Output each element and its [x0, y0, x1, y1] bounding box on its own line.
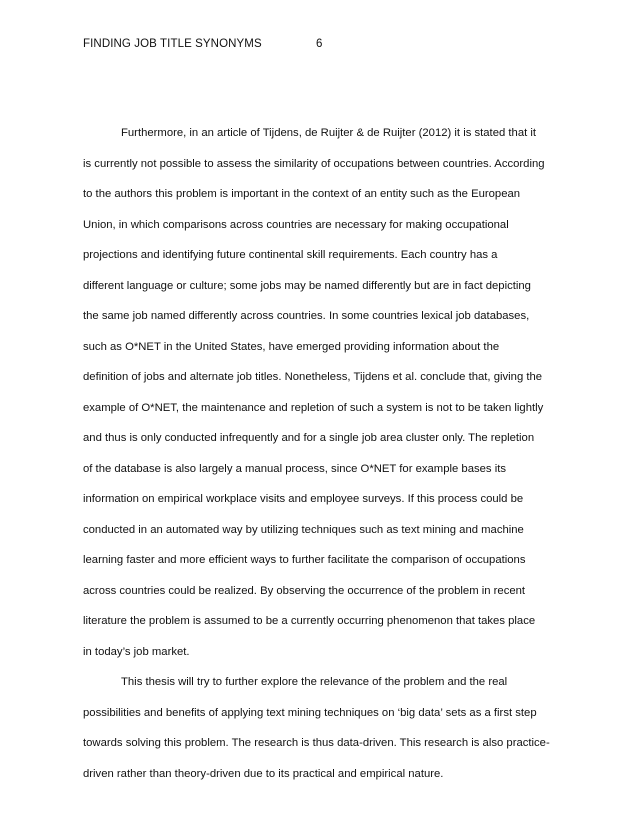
- running-head: FINDING JOB TITLE SYNONYMS: [83, 38, 262, 50]
- text-line: across countries could be realized. By observing the occurrence of the problem in recent: [83, 584, 526, 597]
- paragraph: [83, 675, 555, 797]
- text-line: is currently not possible to assess the similarity of occupations between countries. According: [83, 157, 545, 170]
- text-line: possibilities and benefits of applying text mining techniques on ‘big data’ sets as a first step: [83, 706, 537, 719]
- text-line: and thus is only conducted infrequently and for a single job area cluster only. The repletion: [83, 432, 535, 444]
- text-line: definition of jobs and alternate job titles. Nonetheless, Tijdens et al. conclude that, giving the: [83, 371, 543, 383]
- page-number: 6: [316, 38, 323, 50]
- text-line: the same job named differently across countries. In some countries lexical job databases,: [83, 310, 530, 322]
- text-line: projections and identifying future continental skill requirements. Each country has a: [83, 249, 498, 261]
- text-line: learning faster and more efficient ways to further facilitate the comparison of occupations: [83, 554, 526, 566]
- text-line: of the database is also largely a manual process, since O*NET for example bases its: [83, 462, 507, 475]
- text-line: Union, in which comparisons across countries are necessary for making occupational: [83, 218, 509, 231]
- text-line: example of O*NET, the maintenance and repletion of such a system is not to be taken lightly: [83, 401, 544, 414]
- paragraph: [83, 126, 555, 675]
- text-line: conducted in an automated way by utilizing techniques such as text mining and machine: [83, 523, 524, 536]
- text-line: driven rather than theory-driven due to its practical and empirical nature.: [83, 767, 444, 780]
- text-line: different language or culture; some jobs may be named differently but are in fact depicting: [83, 279, 531, 292]
- text-line: literature the problem is assumed to be a currently occurring phenomenon that takes place: [83, 615, 536, 627]
- text-line: in today’s job market.: [83, 645, 190, 658]
- text-line: towards solving this problem. The research is thus data-driven. This research is also practice-: [83, 737, 550, 749]
- text-line: information on empirical workplace visits and employee surveys. If this process could be: [83, 493, 524, 505]
- text-line: such as O*NET in the United States, have emerged providing information about the: [83, 340, 500, 353]
- text-line: to the authors this problem is important in the context of an entity such as the European: [83, 188, 521, 200]
- text-line: This thesis will try to further explore the relevance of the problem and the real: [121, 676, 508, 688]
- body-text: [83, 126, 555, 797]
- text-line: Furthermore, in an article of Tijdens, de Ruijter & de Ruijter (2012) it is stated that it: [121, 127, 537, 139]
